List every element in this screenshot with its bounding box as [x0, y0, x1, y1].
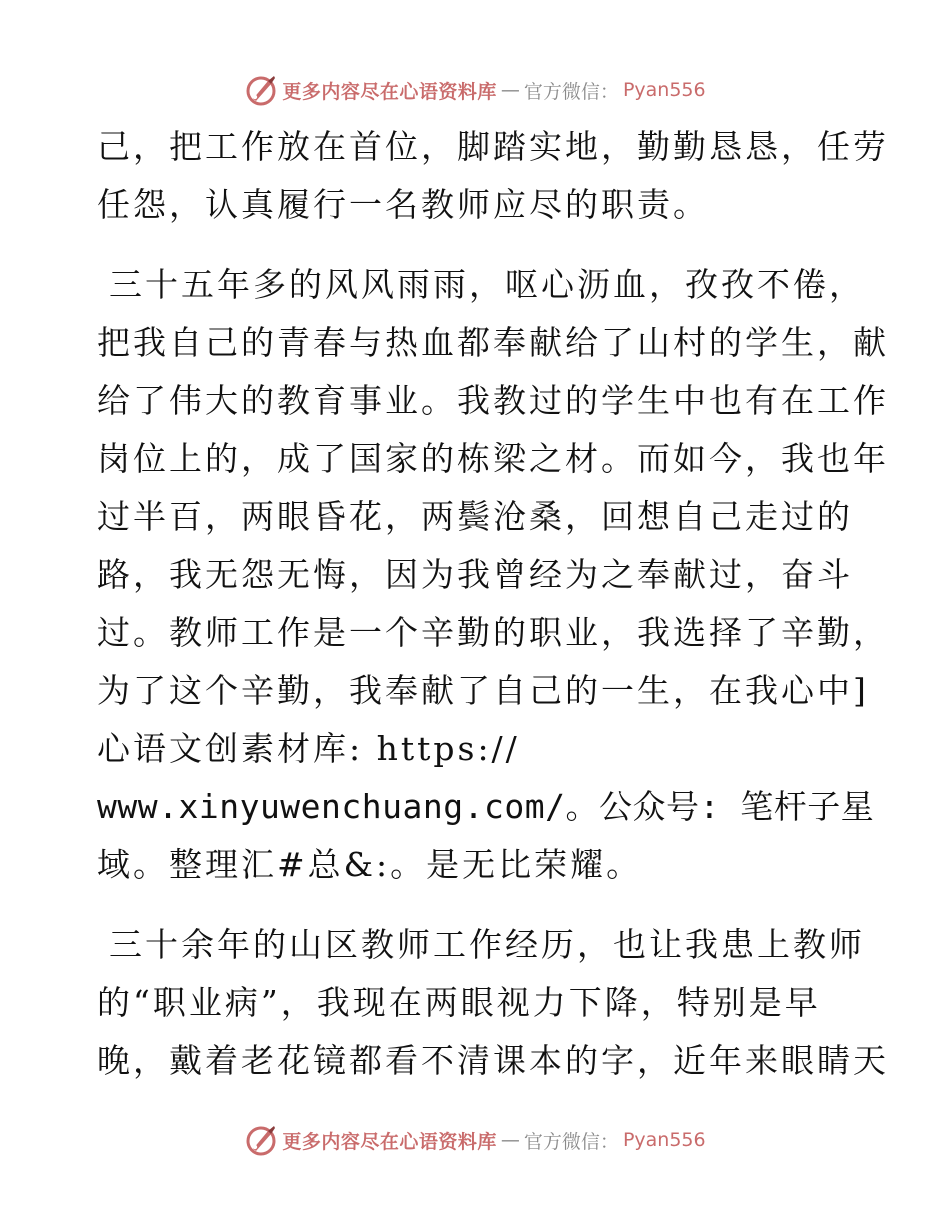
text-line: 路，我无怨无悔，因为我曾经为之奉献过，奋斗 [97, 555, 853, 594]
text-line: 岗位上的，成了国家的栋梁之材。而如今，我也年 [97, 439, 889, 478]
banner-slogan: 更多内容尽在心语资料库 [282, 80, 497, 103]
text-line: 己，把工作放在首位，脚踏实地，勤勤恳恳，任劳 [97, 127, 889, 166]
text-line: 给了伟大的教育事业。我教过的学生中也有在工作 [97, 381, 889, 420]
header-banner-inner [244, 73, 705, 107]
paragraph [97, 256, 889, 894]
text-line: 心语文创素材库: https:// [97, 729, 520, 768]
text-line: 过。教师工作是一个辛勤的职业，我选择了辛勤， [97, 613, 889, 652]
text-line: 任怨，认真履行一名教师应尽的职责。 [97, 185, 709, 224]
header-banner [0, 70, 950, 110]
paragraph-gap [97, 234, 857, 256]
text-line: 三十余年的山区教师工作经历，也让我患上教师 [109, 925, 865, 964]
text-line: 三十五年多的风风雨雨，呕心沥血，孜孜不倦， [109, 265, 865, 304]
text-line-url: www.xinyuwenchuang.com/。公众号: 笔杆子星 [97, 787, 875, 826]
banner-separator: — [500, 79, 520, 101]
banner-wechat-id: Pyan556 [622, 1129, 706, 1151]
banner-separator: — [500, 1129, 520, 1151]
text-line: 的“职业病”，我现在两眼视力下降，特别是早 [97, 983, 821, 1022]
paragraph [97, 118, 889, 234]
banner-wechat-id: Pyan556 [622, 79, 706, 101]
quill-circle-logo-icon [244, 73, 278, 107]
banner-wechat-label: 官方微信： [523, 80, 619, 103]
footer-banner-inner [244, 1123, 705, 1157]
text-line: 把我自己的青春与热血都奉献给了山村的学生，献 [97, 323, 889, 362]
banner-wechat-label: 官方微信： [523, 1130, 619, 1153]
quill-circle-logo-icon [244, 1123, 278, 1157]
text-line: 晚，戴着老花镜都看不清课本的字，近年来眼睛天 [97, 1041, 889, 1080]
footer-banner [0, 1120, 950, 1160]
text-line: 为了这个辛勤，我奉献了自己的一生，在我心中] [97, 671, 869, 710]
document-body [97, 118, 889, 1090]
text-line: 过半百，两眼昏花，两鬓沧桑，回想自己走过的 [97, 497, 853, 536]
paragraph-gap [97, 894, 857, 916]
banner-slogan: 更多内容尽在心语资料库 [282, 1130, 497, 1153]
text-line: 域。整理汇#总&:。是无比荣耀。 [97, 845, 643, 884]
paragraph [97, 916, 889, 1090]
